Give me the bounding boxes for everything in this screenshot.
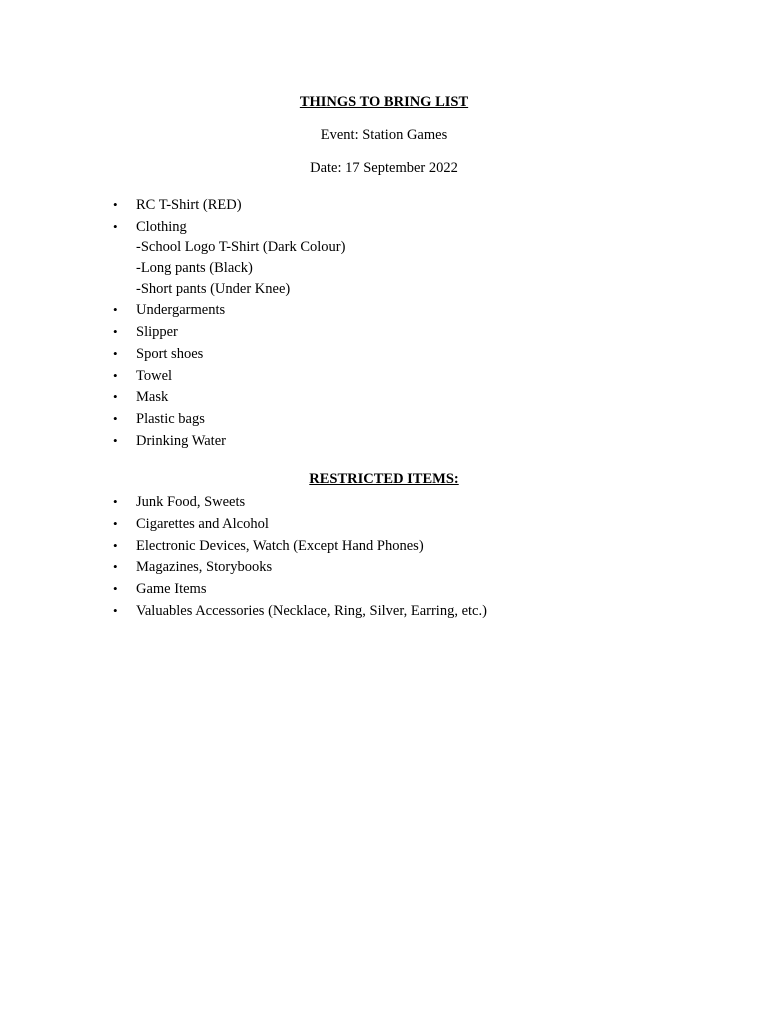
- list-item-label: Valuables Accessories (Necklace, Ring, Silver, Earring, etc.): [136, 602, 487, 619]
- list-item: [0, 344, 768, 365]
- list-item: [0, 322, 768, 343]
- bullet-icon: •: [113, 537, 118, 553]
- list-item-label: Magazines, Storybooks: [136, 559, 273, 576]
- restricted-heading: RESTRICTED ITEMS:: [309, 471, 459, 487]
- date-line: Date: 17 September 2022: [310, 160, 458, 176]
- sub-list-item: -Short pants (Under Knee): [136, 280, 291, 297]
- bullet-icon: •: [113, 494, 118, 509]
- sub-list-item: -Long pants (Black): [136, 259, 253, 276]
- list-item: [0, 195, 768, 216]
- list-item-label: Game Items: [136, 581, 207, 598]
- bullet-icon: •: [113, 559, 118, 575]
- list-item: [0, 514, 768, 535]
- restricted-list: [0, 492, 768, 623]
- sub-list-item: -School Logo T-Shirt (Dark Colour): [136, 239, 346, 256]
- bullet-icon: •: [113, 515, 118, 531]
- list-item-label: Mask: [136, 389, 169, 406]
- list-item: [0, 387, 768, 408]
- document-title: THINGS TO BRING LIST: [299, 94, 469, 110]
- bullet-icon: •: [113, 581, 118, 597]
- list-item-label: Sport shoes: [136, 345, 204, 362]
- list-item: [0, 557, 768, 578]
- bullet-icon: •: [113, 389, 118, 405]
- list-item-label: Clothing: [136, 218, 187, 235]
- bullet-icon: •: [113, 367, 118, 383]
- bullet-icon: •: [113, 602, 118, 618]
- bullet-icon: •: [113, 411, 118, 427]
- bullet-icon: •: [113, 197, 118, 212]
- bullet-icon: •: [113, 433, 118, 449]
- bullet-icon: •: [113, 302, 118, 318]
- bullet-icon: •: [113, 345, 118, 361]
- list-item: [0, 601, 768, 622]
- list-item-label: Plastic bags: [136, 411, 205, 428]
- bullet-icon: •: [113, 218, 118, 234]
- bring-list: [0, 195, 768, 453]
- list-item-label: Slipper: [136, 324, 178, 341]
- list-item: [0, 366, 768, 387]
- list-item-label: Towel: [136, 367, 173, 384]
- bullet-icon: •: [113, 324, 118, 340]
- list-item-label: Junk Food, Sweets: [136, 494, 246, 510]
- list-item: [0, 300, 768, 321]
- list-item: [0, 536, 768, 557]
- list-item-label: Drinking Water: [136, 433, 226, 450]
- event-line: Event: Station Games: [320, 127, 448, 143]
- list-item: [0, 579, 768, 600]
- list-item: [0, 492, 768, 513]
- list-item: [0, 431, 768, 452]
- list-item-label: RC T-Shirt (RED): [136, 197, 242, 213]
- list-item: [0, 409, 768, 430]
- list-item-label: Cigarettes and Alcohol: [136, 515, 269, 532]
- list-item: [0, 217, 768, 299]
- list-item-label: Undergarments: [136, 302, 226, 319]
- list-item-label: Electronic Devices, Watch (Except Hand Phones): [136, 537, 424, 554]
